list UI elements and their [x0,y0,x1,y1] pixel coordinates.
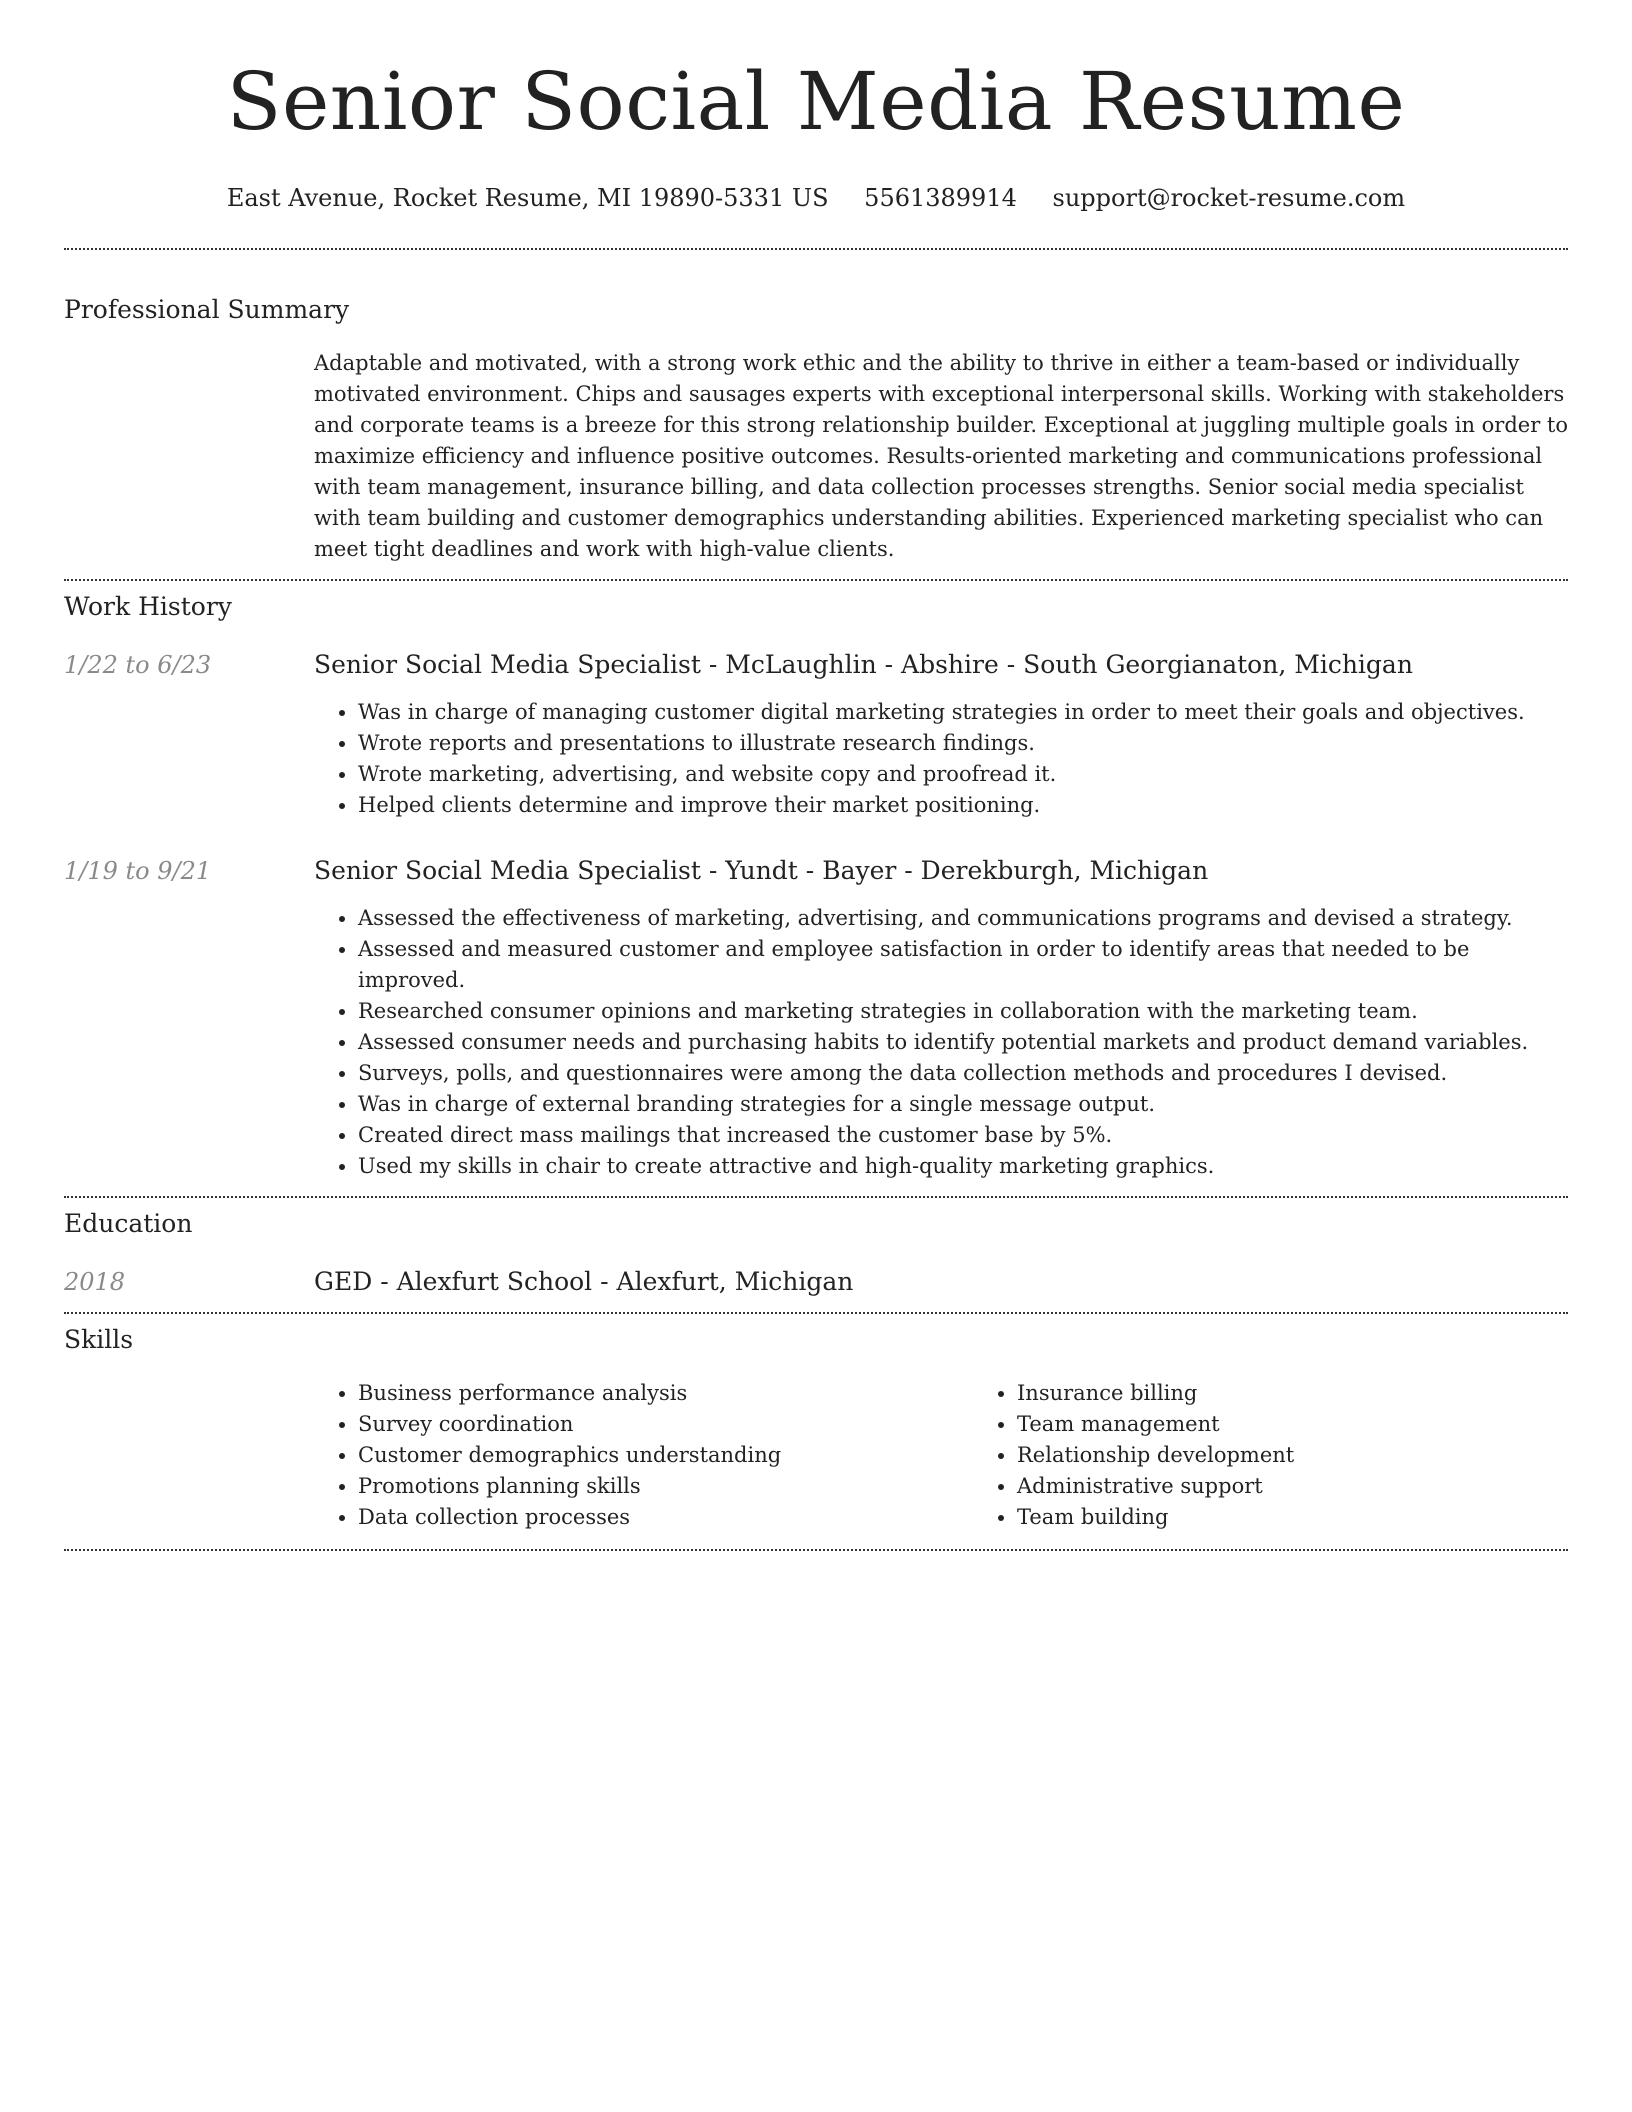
section-title-education: Education [64,1209,193,1238]
skill-item: • Customer demographics understanding [358,1440,973,1471]
job-heading: Senior Social Media Specialist - McLaughlin - Abshire - South Georgianaton, Michigan [314,650,1413,679]
skills-list-right [973,1378,1568,1533]
job-bullet: • Was in charge of managing customer digital marketing strategies in order to meet their goals and objectives. [358,697,1568,728]
job-dates: 1/22 to 6/23 [64,651,212,679]
skill-item: • Business performance analysis [358,1378,973,1409]
education-entry [64,1266,1568,1298]
job-dates: 1/19 to 9/21 [64,857,212,885]
skill-item: • Insurance billing [1017,1378,1568,1409]
job-bullet: • Wrote marketing, advertising, and website copy and proofread it. [358,759,1568,790]
job-entry [64,855,1568,1182]
education-year: 2018 [64,1268,126,1296]
job-entry [64,649,1568,821]
job-bullet: • Researched consumer opinions and marketing strategies in collaboration with the marketing team. [358,996,1568,1027]
divider [64,579,1568,581]
skills-section [64,1324,1568,1533]
education-heading: GED - Alexfurt School - Alexfurt, Michigan [314,1267,854,1296]
divider [64,1549,1568,1551]
job-bullet-list [314,697,1568,821]
job-bullet: • Created direct mass mailings that increased the customer base by 5%. [358,1120,1568,1151]
contact-email: support@rocket-resume.com [1052,184,1406,212]
skill-item: • Data collection processes [358,1502,973,1533]
skill-item: • Survey coordination [358,1409,973,1440]
skill-item: • Relationship development [1017,1440,1568,1471]
summary-section [64,294,1568,565]
divider [64,1312,1568,1314]
resume-page [64,0,1568,1551]
skill-item: • Team building [1017,1502,1568,1533]
skill-item: • Promotions planning skills [358,1471,973,1502]
section-title-skills: Skills [64,1325,134,1354]
resume-name-heading: Senior Social Media Resume [226,55,1406,148]
skills-list-left [314,1378,973,1533]
job-bullet: • Was in charge of external branding strategies for a single message output. [358,1089,1568,1120]
divider [64,248,1568,250]
section-title-summary: Professional Summary [64,295,350,324]
job-bullet: • Wrote reports and presentations to illustrate research findings. [358,728,1568,759]
divider [64,1196,1568,1198]
skills-grid [314,1378,1568,1533]
contact-line [64,182,1568,214]
job-bullet: • Surveys, polls, and questionnaires were among the data collection methods and procedures I devised. [358,1058,1568,1089]
job-bullet: • Helped clients determine and improve their market positioning. [358,790,1568,821]
skill-item: • Administrative support [1017,1471,1568,1502]
section-title-work-history: Work History [64,592,232,621]
work-history-section [64,591,1568,1182]
job-bullet-list [314,903,1568,1182]
job-bullet: • Assessed the effectiveness of marketing, advertising, and communications programs and devised a strategy. [358,903,1568,934]
contact-address: East Avenue, Rocket Resume, MI 19890-5331 US [226,184,829,212]
contact-phone: 5561389914 [864,184,1017,212]
summary-paragraph: Adaptable and motivated, with a strong work ethic and the ability to thrive in either a team-based or individually motivated environment. Chips and sausages experts with exceptional interpersonal skills. Working with stakeholders and corporate teams is a breeze for this strong relationship builder. Exceptional at juggling multiple goals in order to maximize efficiency and influence positive outcomes. Results-oriented marketing and communications professional with team management, insurance billing, and data collection processes strengths. Senior social media specialist with team building and customer demographics understanding abilities. Experienced marketing specialist who can meet tight deadlines and work with high-value clients. [314,351,1569,561]
job-bullet: • Assessed and measured customer and employee satisfaction in order to identify areas that needed to be improved. [358,934,1568,996]
job-bullet: • Used my skills in chair to create attractive and high-quality marketing graphics. [358,1151,1568,1182]
job-bullet: • Assessed consumer needs and purchasing habits to identify potential markets and product demand variables. [358,1027,1568,1058]
job-heading: Senior Social Media Specialist - Yundt - Bayer - Derekburgh, Michigan [314,856,1209,885]
education-section [64,1208,1568,1298]
skill-item: • Team management [1017,1409,1568,1440]
